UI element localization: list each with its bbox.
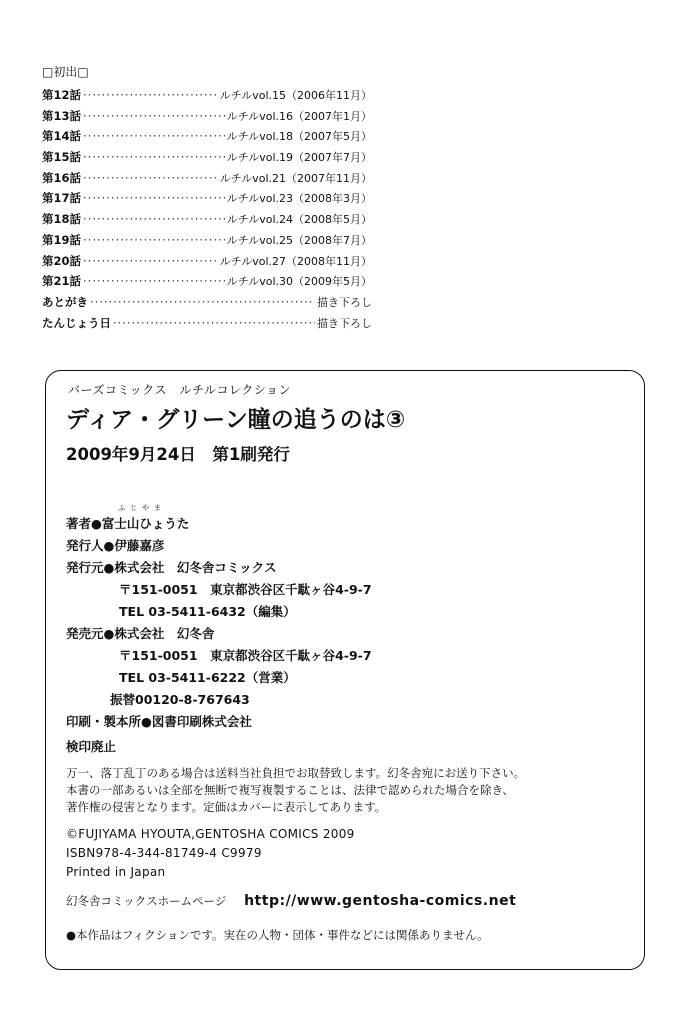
author: 著者●富士山ひょうた (66, 516, 190, 531)
colophon-box (45, 370, 645, 970)
toc-row (42, 209, 372, 230)
toc-row (42, 292, 372, 313)
toc-leader-dots (83, 230, 225, 251)
toc-source: ルチルvol.30（2009年5月） (226, 275, 372, 289)
toc-row (42, 230, 372, 251)
toc-row (42, 188, 372, 209)
first-appearance-heading: □初出□ (42, 65, 89, 79)
author-line (66, 504, 372, 535)
isbn: ISBN978-4-344-81749-4 C9979 (66, 846, 262, 860)
toc-row (42, 126, 372, 147)
toc-chapter: 第20話 (42, 253, 82, 268)
toc-rows (42, 85, 372, 333)
toc-leader-dots (83, 271, 225, 292)
toc-leader-dots (83, 106, 225, 127)
toc-source: 描き下ろし (317, 316, 372, 330)
legal-note: 本書の一部あるいは全部を無断で複写複製することは、法律で認められた場合を除き、 (66, 783, 515, 797)
toc-chapter: 第14話 (42, 129, 82, 144)
toc-row (42, 168, 372, 189)
toc-chapter: 第17話 (42, 191, 82, 206)
toc-source: ルチルvol.19（2007年7月） (226, 151, 372, 165)
distributor-tel: TEL 03-5411-6222（営業） (119, 670, 296, 685)
toc-chapter: 第18話 (42, 212, 82, 227)
fiction-disclaimer: ●本作品はフィクションです。実在の人物・団体・事件などには関係ありません。 (66, 928, 489, 942)
printed-in: Printed in Japan (66, 865, 166, 879)
toc-source: ルチルvol.15（2006年11月） (219, 89, 372, 102)
toc-row (42, 85, 372, 106)
toc-source: ルチルvol.27（2008年11月） (219, 254, 372, 268)
toc-chapter: あとがき (42, 294, 88, 309)
toc-source: ルチルvol.21（2007年11月） (219, 171, 372, 185)
publication-date: 2009年9月24日 第1刷発行 (66, 445, 290, 464)
seal-abolished: 検印廃止 (66, 739, 117, 754)
publisher-tel: TEL 03-5411-6432（編集） (119, 604, 296, 619)
toc-leader-dots (83, 126, 225, 147)
toc-row (42, 271, 372, 292)
toc-row (42, 147, 372, 168)
toc-source: ルチルvol.25（2008年7月） (226, 233, 372, 247)
toc-leader-dots (83, 147, 225, 168)
publisher: 発行元●株式会社 幻冬舎コミックス (66, 560, 277, 575)
toc-row (42, 313, 372, 334)
legal-note: 著作権の侵害となります。定価はカバーに表示してあります。 (66, 800, 387, 814)
toc-leader-dots (83, 168, 218, 189)
homepage-label: 幻冬舎コミックスホームページ (66, 894, 227, 908)
toc-row (42, 251, 372, 272)
series-name: バーズコミックス ルチルコレクション (68, 383, 291, 397)
toc-leader-dots (83, 188, 225, 209)
toc-chapter: 第16話 (42, 170, 82, 185)
toc-chapter: 第21話 (42, 274, 82, 289)
publisher-address: 〒151-0051 東京都渋谷区千駄ヶ谷4-9-7 (119, 582, 372, 597)
homepage-line (66, 893, 516, 909)
distributor: 発売元●株式会社 幻冬舎 (66, 626, 215, 641)
toc-chapter: 第15話 (42, 150, 82, 165)
credits (66, 504, 372, 733)
toc-chapter: 第13話 (42, 108, 82, 123)
toc-leader-dots (83, 209, 225, 230)
toc-leader-dots (83, 251, 218, 272)
toc-leader-dots (113, 313, 315, 334)
toc-leader-dots (90, 292, 315, 313)
copyright: ©FUJIYAMA HYOUTA,GENTOSHA COMICS 2009 (66, 827, 355, 841)
toc-chapter: 第19話 (42, 232, 82, 247)
toc-chapter: 第12話 (42, 88, 82, 102)
publisher-person: 発行人●伊藤嘉彦 (66, 538, 165, 553)
toc-source: 描き下ろし (317, 295, 372, 309)
author-ruby: ふじやま (118, 504, 166, 512)
legal-note: 万一、落丁乱丁のある場合は送料当社負担でお取替致します。幻冬舎宛にお送り下さい。 (66, 766, 526, 780)
toc-leader-dots (83, 85, 218, 106)
homepage-url[interactable]: http://www.gentosha-comics.net (244, 893, 517, 909)
transfer-account: 振替00120-8-767643 (110, 692, 250, 707)
toc-row (42, 106, 372, 127)
publication-codes (66, 825, 355, 882)
printer: 印刷・製本所●図書印刷株式会社 (66, 714, 252, 729)
toc-source: ルチルvol.18（2007年5月） (226, 130, 372, 144)
legal-notes (66, 765, 525, 816)
first-appearance-list (42, 64, 372, 333)
book-title: ディア・グリーン瞳の追うのは③ (66, 407, 406, 433)
toc-chapter: たんじょう日 (42, 315, 111, 330)
toc-source: ルチルvol.23（2008年3月） (226, 192, 372, 206)
toc-source: ルチルvol.24（2008年5月） (226, 213, 372, 227)
distributor-address: 〒151-0051 東京都渋谷区千駄ヶ谷4-9-7 (119, 648, 372, 663)
toc-source: ルチルvol.16（2007年1月） (226, 109, 372, 123)
